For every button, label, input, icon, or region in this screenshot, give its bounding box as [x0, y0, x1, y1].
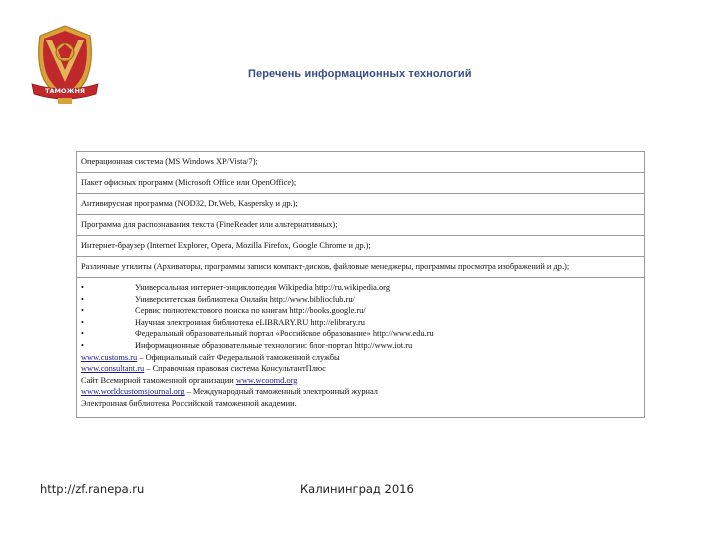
resource-link[interactable]: www.worldcustomsjournal.org — [81, 387, 185, 397]
resource-text: Научная электронная библиотека eLIBRARY.RU http://elibrary.ru — [135, 317, 365, 327]
table-row — [77, 173, 645, 194]
resources-cell — [77, 278, 645, 418]
resource-list-item — [81, 340, 641, 352]
table-cell: Интернет-браузер (Internet Explorer, Opera, Mozilla Firefox, Google Chrome и др.); — [77, 236, 645, 257]
resource-line — [81, 363, 641, 375]
resource-text: Федеральный образовательный портал «Российское образование» http://www.edu.ru — [135, 329, 434, 339]
page-title: Перечень информационных технологий — [248, 68, 472, 80]
resource-line — [81, 375, 641, 387]
table-cell: Антивирусная программа (NOD32, Dr.Web, Kaspersky и др.); — [77, 194, 645, 215]
bullet-marker: • — [81, 294, 84, 304]
resource-link[interactable]: www.customs.ru — [81, 352, 138, 362]
resource-description: – Официальный сайт Федеральной таможенной службы — [137, 352, 340, 362]
table-row — [77, 152, 645, 173]
table-cell: Операционная система (MS Windows XP/Vista/7); — [77, 152, 645, 173]
technologies-table — [76, 151, 645, 418]
bullet-marker: • — [81, 340, 84, 350]
table-cell: Различные утилиты (Архиваторы, программы записи компакт-дисков, файловые менеджеры, программы просмотра изображений и др.); — [77, 257, 645, 278]
bullet-marker: • — [81, 306, 84, 316]
resource-link[interactable]: www.wcoomd.org — [235, 375, 298, 385]
resource-description: – Международный таможенный электронный журнал — [184, 387, 378, 397]
bullet-marker: • — [81, 317, 84, 327]
resource-prefix: Сайт Всемирной таможенной организации — [81, 375, 236, 385]
footer-url[interactable]: http://zf.ranepa.ru — [40, 482, 145, 496]
resource-prefix: Электронная библиотека Российской таможенной академии. — [81, 398, 297, 408]
resource-text: Сервис полнотекстового поиска по книгам http://books.google.ru/ — [135, 306, 366, 316]
bullet-marker: • — [81, 329, 84, 339]
resource-link[interactable]: www.consultant.ru — [81, 364, 145, 374]
table-row — [77, 236, 645, 257]
emblem-banner-text: ТАМОЖНЯ — [45, 87, 85, 95]
resource-text: Информационные образовательные технологии: блог-портал http://www.iot.ru — [135, 340, 413, 350]
resource-line — [81, 386, 641, 398]
bullet-marker: • — [81, 283, 84, 292]
resource-line — [81, 398, 641, 410]
table-row — [77, 257, 645, 278]
resource-list-item — [81, 282, 641, 294]
table-cell: Пакет офисных программ (Microsoft Office или OpenOffice); — [77, 173, 645, 194]
table-row — [77, 194, 645, 215]
resource-list-item — [81, 294, 641, 306]
footer-city-year: Калининград 2016 — [300, 482, 414, 496]
resource-text: Университетская библиотека Онлайн http://www.biblioclub.ru/ — [135, 294, 355, 304]
table-row-resources — [77, 278, 645, 418]
resource-text: Универсальная интернет-энциклопедия Wikipedia http://ru.wikipedia.org — [135, 283, 391, 292]
customs-academy-emblem — [24, 22, 106, 108]
resource-list-item — [81, 305, 641, 317]
resource-description: – Справочная правовая система КонсультантПлюс — [144, 364, 326, 374]
resource-list-item — [81, 317, 641, 329]
table-cell: Программа для распознавания текста (FineReader или альтернативных); — [77, 215, 645, 236]
resource-list-item — [81, 328, 641, 340]
resource-line — [81, 352, 641, 364]
table-row — [77, 215, 645, 236]
